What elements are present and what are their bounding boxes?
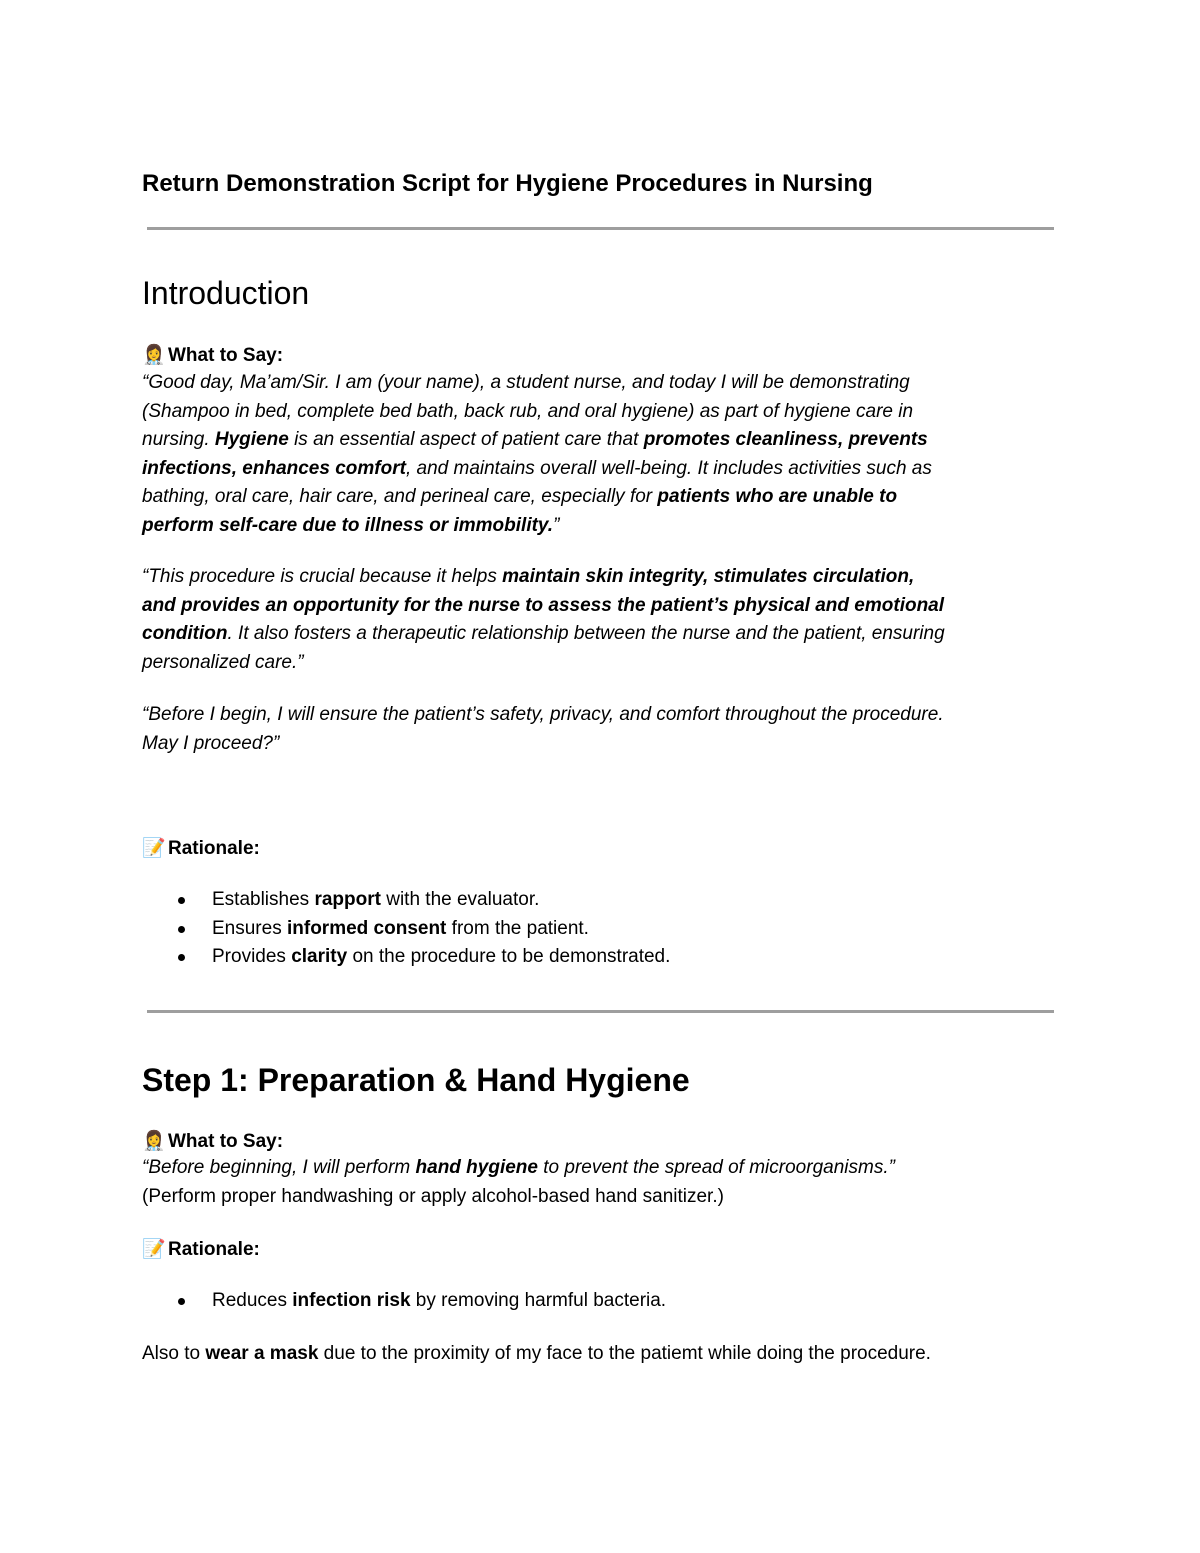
step1-heading: Step 1: Preparation & Hand Hygiene <box>142 1062 690 1098</box>
memo-icon: 📝 <box>142 837 166 859</box>
nurse-icon: 👩‍⚕️ <box>142 344 166 366</box>
intro-p3-line-2: May I proceed?” <box>142 732 280 754</box>
intro-p1-line-1: “Good day, Ma’am/Sir. I am (your name), a student nurse, and today I will be demonstrating <box>142 372 910 393</box>
step1-closing <box>142 1340 1072 1369</box>
bold-run: hand hygiene <box>415 1157 538 1178</box>
list-item <box>178 915 670 944</box>
rationale-text: Rationale: <box>168 1239 260 1260</box>
intro-p1-line-2: (Shampoo in bed, complete bed bath, back rub, and oral hygiene) as part of hygiene care in <box>142 400 914 422</box>
what-to-say-text: What to Say: <box>168 1131 284 1152</box>
nurse-icon: 👩‍⚕️ <box>142 1130 166 1152</box>
text-run: Also to <box>142 1343 206 1364</box>
rationale-label <box>142 834 260 863</box>
text-run: to prevent the spread of microorganisms.” <box>537 1157 895 1178</box>
step1-rationale-list <box>178 1287 666 1316</box>
bold-run: Hygiene <box>214 429 289 451</box>
text-run: due to the proximity of my face to the patiemt while doing the procedure. <box>318 1343 931 1364</box>
bold-run: wear a mask <box>205 1343 319 1364</box>
memo-icon: 📝 <box>142 1238 166 1260</box>
text-run: . It also fosters a therapeutic relationship between the nurse and the patient, ensuring <box>227 623 945 645</box>
step1-quote-line <box>142 1154 1072 1183</box>
intro-p1-line-4 <box>142 455 1072 484</box>
intro-p1-line-3 <box>142 426 1072 455</box>
intro-p1-line-6 <box>142 512 1072 541</box>
what-to-say-label <box>142 341 283 370</box>
bold-run: patients who are unable to <box>657 486 898 508</box>
text-run: Establishes <box>212 889 315 910</box>
bullet-icon <box>178 1298 185 1305</box>
bullet-icon <box>178 897 185 904</box>
text-run: bathing, oral care, hair care, and perineal care, especially for <box>142 486 658 508</box>
bold-run: promotes cleanliness, prevents <box>643 429 928 451</box>
what-to-say-label <box>142 1127 283 1156</box>
what-to-say-text: What to Say: <box>168 345 284 366</box>
intro-p2-line-3 <box>142 620 1072 649</box>
intro-paragraph-2 <box>142 563 1072 677</box>
intro-p3-line-1: “Before I begin, I will ensure the patient’s safety, privacy, and comfort throughout the procedure. <box>142 704 944 725</box>
text-run: from the patient. <box>446 917 589 939</box>
text-run: by removing harmful bacteria. <box>410 1290 667 1311</box>
rationale-label <box>142 1235 260 1264</box>
text-run: Ensures <box>212 917 287 939</box>
intro-paragraph-1 <box>142 369 1072 541</box>
bold-run: infections, enhances comfort <box>142 457 406 479</box>
list-item <box>178 943 670 972</box>
text-run: with the evaluator. <box>380 889 540 910</box>
text-run: “This procedure is crucial because it helps <box>142 566 503 587</box>
bullet-icon <box>178 954 185 961</box>
intro-p2-line-4: personalized care.” <box>142 651 304 673</box>
text-run: ” <box>553 514 560 536</box>
text-run: “Before beginning, I will perform <box>142 1157 416 1178</box>
step1-instruction: (Perform proper handwashing or apply alcohol-based hand sanitizer.) <box>142 1185 724 1207</box>
intro-p1-line-5 <box>142 483 1072 512</box>
text-run: on the procedure to be demonstrated. <box>347 946 671 968</box>
intro-p2-line-1 <box>142 563 1072 592</box>
bold-run: informed consent <box>286 917 447 939</box>
bold-run: clarity <box>291 946 348 968</box>
document-title: Return Demonstration Script for Hygiene Procedures in Nursing <box>142 170 873 197</box>
text-run: Reduces <box>212 1290 293 1311</box>
bold-run: condition <box>142 623 228 645</box>
intro-paragraph-3 <box>142 701 1072 758</box>
bold-run: maintain skin integrity, stimulates circulation, <box>502 566 915 587</box>
text-run: is an essential aspect of patient care that <box>288 429 644 451</box>
text-run: Provides <box>212 946 292 968</box>
rationale-text: Rationale: <box>168 838 260 859</box>
text-run: nursing. <box>142 429 215 451</box>
step1-quote <box>142 1154 1072 1211</box>
horizontal-divider <box>147 227 1054 230</box>
intro-rationale-list <box>178 886 670 972</box>
intro-p2-line-2 <box>142 592 1072 621</box>
bold-run: infection risk <box>292 1290 411 1311</box>
list-item <box>178 886 670 915</box>
bold-run: and provides an opportunity for the nurse to assess the patient’s physical and emotional <box>142 594 945 616</box>
bullet-icon <box>178 926 185 933</box>
step1-closing-line <box>142 1340 1072 1369</box>
introduction-heading: Introduction <box>142 275 310 311</box>
bold-run: rapport <box>314 889 381 910</box>
bold-run: perform self-care due to illness or immobility. <box>142 514 554 536</box>
list-item <box>178 1287 666 1316</box>
horizontal-divider <box>147 1010 1054 1013</box>
text-run: , and maintains overall well-being. It includes activities such as <box>405 457 932 479</box>
